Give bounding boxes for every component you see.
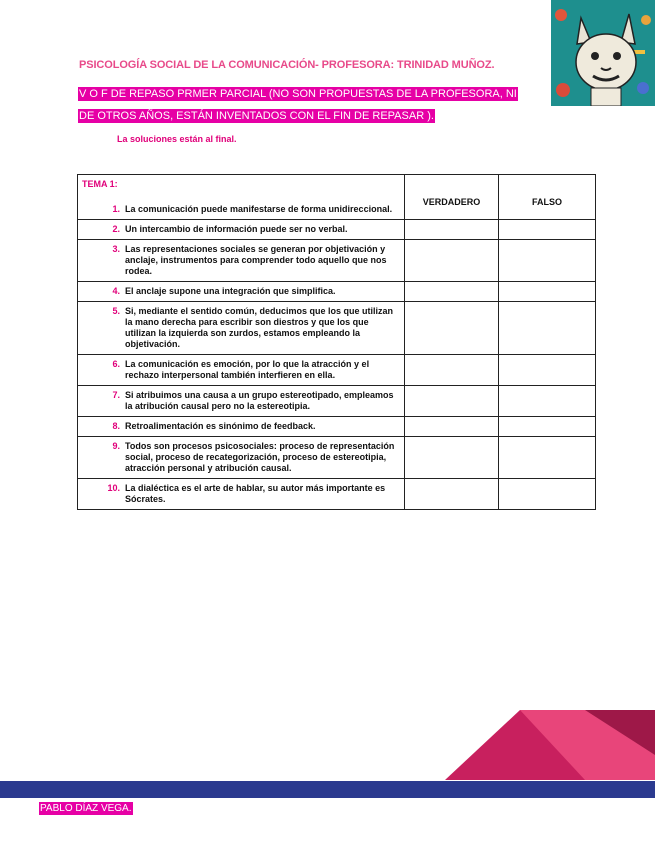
footer-bar xyxy=(0,781,655,798)
question-item xyxy=(82,244,398,277)
answer-cell-true[interactable] xyxy=(405,282,499,302)
answer-cell-true[interactable] xyxy=(405,479,499,510)
question-item xyxy=(82,421,398,432)
question-item xyxy=(82,359,398,381)
question-text: La dialéctica es el arte de hablar, su autor más importante es Sócrates. xyxy=(125,483,386,504)
author-name: PABLO DÍAZ VEGA. xyxy=(40,803,132,814)
answer-cell-false[interactable] xyxy=(499,220,596,240)
table-row xyxy=(78,437,596,479)
question-text: La comunicación es emoción, por lo que la atracción y el rechazo interpersonal también interfieren en ella. xyxy=(125,359,370,380)
question-number: 4. xyxy=(112,286,120,296)
question-item xyxy=(82,441,398,474)
column-header-false: FALSO xyxy=(499,175,596,220)
question-text: La comunicación puede manifestarse de forma unidireccional. xyxy=(125,204,393,214)
question-item xyxy=(82,286,398,297)
question-number: 8. xyxy=(112,421,120,431)
answer-cell-true[interactable] xyxy=(405,386,499,417)
answer-cell-false[interactable] xyxy=(499,437,596,479)
question-text: Retroalimentación es sinónimo de feedback. xyxy=(125,421,316,431)
question-number: 7. xyxy=(112,390,120,400)
question-number: 6. xyxy=(112,359,120,369)
answer-cell-true[interactable] xyxy=(405,220,499,240)
solutions-note: La soluciones están al final. xyxy=(117,134,237,144)
highlight-line-1: V O F DE REPASO PRMER PARCIAL (NO SON PROPUESTAS DE LA PROFESORA, NI xyxy=(79,88,517,100)
question-text: Todos son procesos psicosociales: proceso de representación social, proceso de recategorización, proceso de estereotipia, atracción personal y atribución causal. xyxy=(125,441,395,473)
question-number: 3. xyxy=(112,244,120,254)
question-item xyxy=(82,204,398,215)
true-false-table xyxy=(77,174,596,510)
table-row xyxy=(78,479,596,510)
table-row xyxy=(78,240,596,282)
table-row xyxy=(78,417,596,437)
answer-cell-false[interactable] xyxy=(499,386,596,417)
table-row xyxy=(78,282,596,302)
cat-illustration xyxy=(551,0,655,106)
question-text: Si, mediante el sentido común, deducimos que los que utilizan la mano derecha para escribir son diestros y que los que utilizan la izquierda son zurdos, estamos empleando la objetivación. xyxy=(125,306,394,349)
question-number: 10. xyxy=(107,483,120,493)
answer-cell-false[interactable] xyxy=(499,240,596,282)
table-row xyxy=(78,302,596,355)
answer-cell-false[interactable] xyxy=(499,302,596,355)
column-header-true: VERDADERO xyxy=(405,175,499,220)
table-row xyxy=(78,355,596,386)
cat-drawing xyxy=(551,0,655,106)
question-item xyxy=(82,483,398,505)
question-number: 5. xyxy=(112,306,120,316)
question-text: El anclaje supone una integración que simplifica. xyxy=(125,286,336,296)
question-number: 2. xyxy=(112,224,120,234)
question-text: Un intercambio de información puede ser no verbal. xyxy=(125,224,348,234)
answer-cell-false[interactable] xyxy=(499,479,596,510)
answer-cell-false[interactable] xyxy=(499,417,596,437)
answer-cell-true[interactable] xyxy=(405,417,499,437)
question-item xyxy=(82,224,398,235)
answer-cell-true[interactable] xyxy=(405,302,499,355)
highlight-line-2: DE OTROS AÑOS, ESTÁN INVENTADOS CON EL FIN DE REPASAR ). xyxy=(79,110,434,122)
question-text: Las representaciones sociales se generan por objetivación y anclaje, instrumentos para comprender todo aquello que nos rodea. xyxy=(125,244,387,276)
question-item xyxy=(82,390,398,412)
document-title: PSICOLOGÍA SOCIAL DE LA COMUNICACIÓN- PROFESORA: TRINIDAD MUÑOZ. xyxy=(79,59,495,71)
answer-cell-true[interactable] xyxy=(405,437,499,479)
question-text: Si atribuimos una causa a un grupo estereotipado, empleamos la atribución causal pero no la estereotipia. xyxy=(125,390,394,411)
answer-cell-false[interactable] xyxy=(499,282,596,302)
table-row xyxy=(78,220,596,240)
answer-cell-true[interactable] xyxy=(405,240,499,282)
answer-cell-true[interactable] xyxy=(405,355,499,386)
table-row xyxy=(78,386,596,417)
tema-label: TEMA 1: xyxy=(82,179,118,189)
table-header-row xyxy=(78,175,596,220)
answer-cell-false[interactable] xyxy=(499,355,596,386)
question-number: 9. xyxy=(112,441,120,451)
question-item xyxy=(82,306,398,350)
question-number: 1. xyxy=(112,204,120,214)
tema-cell xyxy=(78,175,405,220)
